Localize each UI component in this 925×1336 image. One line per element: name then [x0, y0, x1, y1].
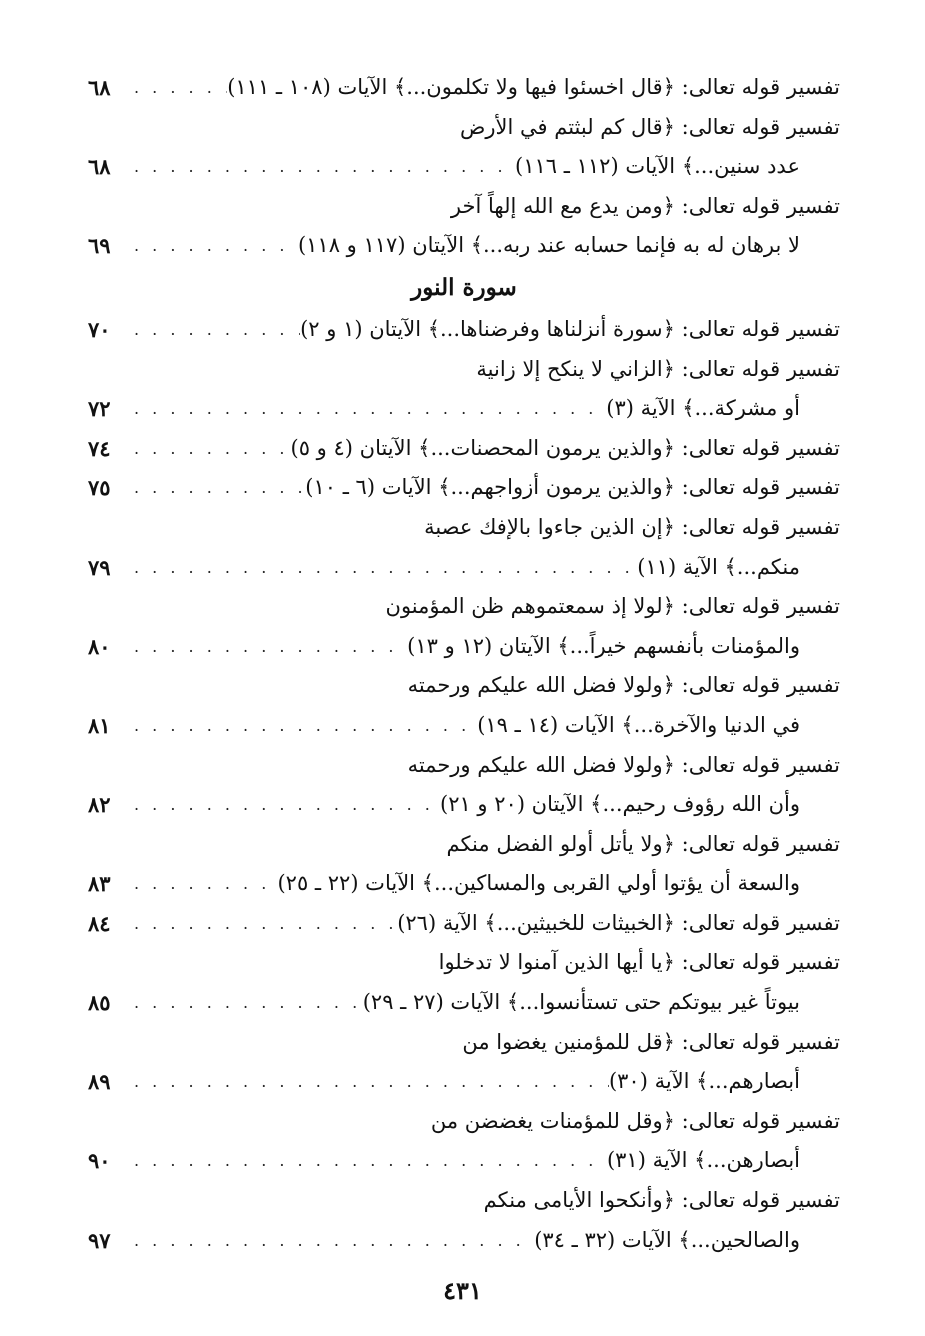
toc-page-number: ٨٤ [88, 910, 111, 936]
toc-entry-text: تفسير قوله تعالى: ﴿والذين يرمون المحصنات...﴾ الآيتان (٤ و ٥) [290, 435, 840, 460]
dot-leader [124, 1141, 607, 1181]
toc-entry-line [88, 983, 840, 1023]
toc-entry-text: والصالحين...﴾ الآيات (٣٢ ـ ٣٤) [534, 1227, 800, 1252]
dot-leader [124, 468, 305, 508]
toc-entry-text: تفسير قوله تعالى: ﴿لولا إذ سمعتموهم ظن المؤمنون [385, 594, 840, 619]
toc-entry-text: تفسير قوله تعالى: ﴿وقل للمؤمنات يغضضن من [430, 1108, 840, 1133]
toc-entry-line [88, 429, 840, 469]
toc-entry-line [88, 706, 840, 746]
toc-entry-line [88, 226, 840, 266]
toc-entry-text: تفسير قوله تعالى: ﴿والذين يرمون أزواجهم...﴾ الآيات (٦ ـ ١٠) [305, 475, 840, 500]
toc-entry-line [88, 825, 840, 865]
page-number: ٤٣١ [443, 1276, 482, 1305]
toc-entry-text: تفسير قوله تعالى: ﴿قل للمؤمنين يغضوا من [462, 1029, 840, 1054]
toc-entry-text: منكم...﴾ الآية (١١) [637, 554, 800, 579]
toc-entry-text: تفسير قوله تعالى: ﴿الزاني لا ينكح إلا زانية [476, 356, 840, 381]
dot-leader [124, 226, 298, 266]
toc-entry-line [88, 1221, 840, 1261]
toc-entry-line [88, 746, 840, 786]
toc-page-number: ٩٧ [88, 1227, 111, 1253]
toc-entry-line [88, 1102, 840, 1142]
toc-entry-line [88, 1141, 840, 1181]
toc-entry-text: تفسير قوله تعالى: ﴿ولولا فضل الله عليكم ورحمته [407, 673, 840, 698]
toc-entry-text: تفسير قوله تعالى: ﴿يا أيها الذين آمنوا لا تدخلوا [438, 950, 840, 975]
toc-entry-line [88, 666, 840, 706]
toc-page-number: ٦٨ [88, 154, 111, 180]
toc-entry-line [88, 548, 840, 588]
toc-page-number: ٩٠ [88, 1148, 111, 1174]
dot-leader [124, 429, 291, 469]
toc-page-number: ٨٩ [88, 1069, 111, 1095]
toc-page-number: ٧٠ [88, 316, 111, 342]
toc-entry-line [88, 864, 840, 904]
dot-leader [124, 310, 300, 350]
toc-entry-text: وأن الله رؤوف رحيم...﴾ الآيتان (٢٠ و ٢١) [439, 792, 800, 817]
dot-leader [124, 785, 440, 825]
toc-entry-line [88, 943, 840, 983]
toc-entry-line [88, 508, 840, 548]
dot-leader [124, 983, 363, 1023]
dot-leader [124, 389, 606, 429]
toc-entry-text: أبصارهم...﴾ الآية (٣٠) [608, 1069, 800, 1094]
toc-entry-text: أبصارهن...﴾ الآية (٣١) [606, 1148, 800, 1173]
toc-entry-line [88, 1062, 840, 1102]
table-of-contents [88, 68, 840, 1260]
toc-block-previous-surah [88, 68, 840, 266]
dot-leader [124, 68, 227, 108]
dot-leader [124, 864, 277, 904]
toc-entry-line [88, 68, 840, 108]
toc-entry-text: والسعة أن يؤتوا أولي القربى والمساكين...﴾ الآيات (٢٢ ـ ٢٥) [277, 871, 800, 896]
toc-entry-text: تفسير قوله تعالى: ﴿إن الذين جاءوا بالإفك عصبة [424, 514, 840, 539]
toc-entry-text: في الدنيا والآخرة...﴾ الآيات (١٤ ـ ١٩) [477, 712, 800, 737]
dot-leader [124, 147, 515, 187]
dot-leader [124, 548, 637, 588]
toc-entry-text: والمؤمنات بأنفسهم خيراً...﴾ الآيتان (١٢ و ١٣) [407, 633, 800, 658]
toc-entry-line [88, 310, 840, 350]
dot-leader [124, 1062, 609, 1102]
toc-entry-text: تفسير قوله تعالى: ﴿قال اخسئوا فيها ولا تكلمون...﴾ الآيات (١٠٨ ـ ١١١) [227, 75, 840, 99]
toc-entry-text: تفسير قوله تعالى: ﴿ولولا فضل الله عليكم ورحمته [407, 752, 840, 777]
toc-page-number: ٨٠ [88, 633, 111, 659]
toc-entry-text: لا برهان له به فإنما حسابه عند ربه...﴾ الآيتان (١١٧ و ١١٨) [297, 233, 800, 258]
toc-page-number: ٦٩ [88, 233, 111, 259]
toc-entry-line [88, 1023, 840, 1063]
dot-leader [124, 904, 397, 944]
toc-page-number: ٧٥ [88, 475, 111, 501]
toc-entry-text: تفسير قوله تعالى: ﴿الخبيثات للخبيثين...﴾ الآية (٢٦) [397, 910, 840, 935]
toc-page-number: ٨٢ [88, 792, 111, 818]
toc-entry-line [88, 468, 840, 508]
toc-entry-line [88, 587, 840, 627]
toc-page-number: ٨٥ [88, 990, 111, 1016]
toc-page-number: ٧٩ [88, 554, 111, 580]
toc-page-number: ٨١ [88, 712, 111, 738]
toc-entry-line [88, 108, 840, 148]
toc-entry-text: عدد سنين...﴾ الآيات (١١٢ ـ ١١٦) [515, 154, 800, 179]
dot-leader [124, 1221, 534, 1261]
toc-entry-text: تفسير قوله تعالى: ﴿قال كم لبثتم في الأرض [460, 114, 840, 139]
toc-entry-line [88, 147, 840, 187]
toc-entry-line [88, 1181, 840, 1221]
toc-entry-text: تفسير قوله تعالى: ﴿ولا يأتل أولو الفضل منكم [446, 831, 840, 856]
toc-entry-text: بيوتاً غير بيوتكم حتى تستأنسوا...﴾ الآيات (٢٧ ـ ٢٩) [362, 990, 800, 1015]
toc-entry-line [88, 350, 840, 390]
dot-leader [124, 706, 477, 746]
toc-page-number: ٧٤ [88, 435, 111, 461]
section-title: سورة النور [411, 273, 517, 301]
toc-entry-text: أو مشركة...﴾ الآية (٣) [606, 396, 800, 421]
toc-entry-text: تفسير قوله تعالى: ﴿سورة أنزلناها وفرضناها...﴾ الآيتان (١ و ٢) [300, 316, 840, 341]
toc-page-number: ٦٨ [88, 75, 111, 100]
toc-block-surah-an-nur [88, 310, 840, 1260]
dot-leader [124, 627, 407, 667]
toc-page-number: ٧٢ [88, 396, 111, 422]
toc-page-number: ٨٣ [88, 871, 111, 897]
toc-entry-line [88, 904, 840, 944]
toc-entry-text: تفسير قوله تعالى: ﴿ومن يدع مع الله إلهاً آخر [450, 193, 840, 218]
toc-entry-line [88, 785, 840, 825]
toc-entry-line [88, 187, 840, 227]
toc-entry-text: تفسير قوله تعالى: ﴿وأنكحوا الأيامى منكم [483, 1188, 840, 1213]
toc-entry-line [88, 389, 840, 429]
toc-entry-line [88, 627, 840, 667]
